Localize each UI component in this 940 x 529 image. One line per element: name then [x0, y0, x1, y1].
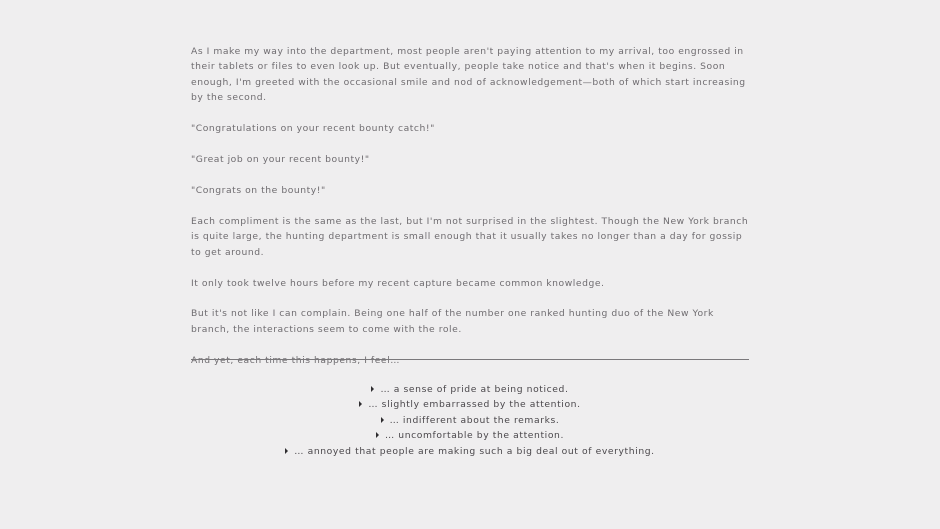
- story-paragraph: "Congratulations on your recent bounty catch!": [191, 123, 435, 135]
- choice-link-indifferent[interactable]: [191, 413, 749, 428]
- story-text: [191, 44, 751, 384]
- story-paragraph: "Great job on your recent bounty!": [191, 154, 370, 166]
- choice-label: … a sense of pride at being noticed.: [380, 384, 569, 395]
- choice-link-annoyed[interactable]: [191, 444, 749, 459]
- story-paragraph: But it's not like I can complain. Being one half of the number one ranked hunting duo of the New York branch, the interactions seem to come with the role.: [191, 308, 714, 335]
- choice-label: … uncomfortable by the attention.: [384, 430, 564, 442]
- choice-label: … indifferent about the remarks.: [389, 414, 560, 426]
- right-triangle-icon: [371, 386, 374, 392]
- choice-label: … slightly embarrassed by the attention.: [368, 399, 581, 411]
- right-triangle-icon: [359, 401, 362, 407]
- divider: [191, 359, 749, 360]
- story-paragraph: And yet, each time this happens, I feel…: [191, 354, 400, 366]
- choice-link-embarrassed[interactable]: [191, 397, 749, 412]
- choice-list: [191, 382, 749, 459]
- choice-label: … annoyed that people are making such a big deal out of everything.: [294, 445, 655, 457]
- choice-link-uncomfortable[interactable]: [191, 428, 749, 443]
- story-paragraph: As I make my way into the department, most people aren't paying attention to my arrival, too engrossed in their tablets or files to even look up. But eventually, people take notice and that's when it begins. Soon enough, I'm greeted with the occasional smile and nod of acknowledgement—both of which start increasing by the second.: [191, 46, 746, 104]
- choice-link-pride[interactable]: [191, 382, 749, 397]
- right-triangle-icon: [285, 448, 288, 454]
- story-paragraph: It only took twelve hours before my recent capture became common knowledge.: [191, 277, 605, 289]
- right-triangle-icon: [381, 417, 384, 423]
- right-triangle-icon: [376, 432, 379, 438]
- story-paragraph: "Congrats on the bounty!": [191, 184, 326, 196]
- story-paragraph: Each compliment is the same as the last, but I'm not surprised in the slightest. Though the New York branch is quite large, the hunting department is small enough that it usually takes no longer than a day for gossip to get around.: [191, 215, 749, 258]
